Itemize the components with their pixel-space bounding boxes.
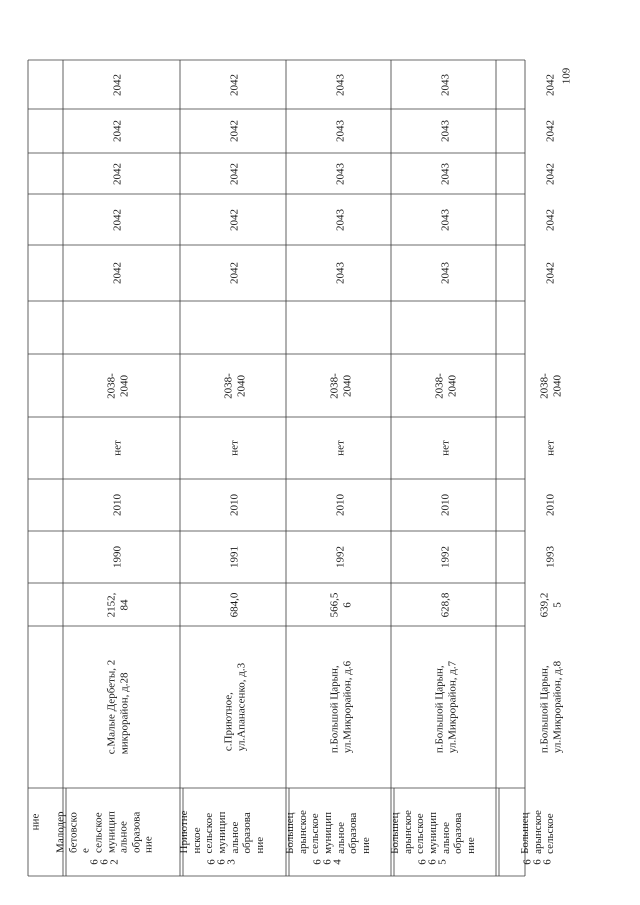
- row-number-digit: 4: [331, 859, 344, 865]
- renovation-year-cell: 2010: [111, 494, 124, 516]
- row-number-digit: 6: [426, 859, 439, 865]
- area-cell: 566,5 6: [328, 592, 353, 618]
- address-cell: с.Приютное, ул.Апанасенко, д.3: [222, 662, 247, 752]
- address-cell: п.Большой Царын, ул.Микрорайон, д.7: [433, 660, 458, 754]
- row-number-digit: 6: [205, 859, 218, 865]
- row-number-digit: 6: [98, 859, 111, 865]
- renovation-year-cell: 2010: [439, 494, 452, 516]
- year-cell: 2042: [111, 74, 124, 96]
- status-cell: нет: [334, 440, 347, 456]
- year-cell: 2042: [111, 262, 124, 284]
- year-cell: 2042: [228, 262, 241, 284]
- row-number-digit: 6: [521, 859, 534, 865]
- year-cell: 2043: [439, 262, 452, 284]
- area-cell: 628,8: [439, 592, 452, 618]
- year-cell: 2042: [544, 120, 557, 142]
- year-cell: 2043: [439, 120, 452, 142]
- year-cell: 2042: [544, 262, 557, 284]
- municipality-cell: Малодер бетовско е сельское муницип альное образова ние: [54, 811, 155, 853]
- built-year-cell: 1992: [439, 546, 452, 568]
- renovation-year-cell: 2010: [228, 494, 241, 516]
- municipality-cell: Большец арынское сельское: [519, 810, 557, 854]
- period-cell: 2038- 2040: [105, 373, 130, 399]
- status-cell: нет: [544, 440, 557, 456]
- year-cell: 2042: [111, 209, 124, 231]
- row-number-digit: 2: [108, 859, 121, 865]
- row-number-digit: 6: [311, 859, 324, 865]
- address-cell: с.Малые Дербеты, 2 микрорайон, д.28: [105, 659, 130, 755]
- renovation-year-cell: 2010: [334, 494, 347, 516]
- row-number-digit: 6: [531, 859, 544, 865]
- address-cell: п.Большой Царын, ул.Микрорайон, д.6: [328, 660, 353, 754]
- row-number-digit: 6: [416, 859, 429, 865]
- status-cell: нет: [439, 440, 452, 456]
- year-cell: 2042: [111, 163, 124, 185]
- built-year-cell: 1992: [334, 546, 347, 568]
- status-cell: нет: [228, 440, 241, 456]
- year-cell: 2043: [334, 120, 347, 142]
- header-fragment: ние: [29, 813, 42, 831]
- area-cell: 639,2 5: [538, 592, 563, 618]
- year-cell: 2043: [334, 209, 347, 231]
- page-number: 109: [560, 67, 573, 85]
- row-number-digit: 6: [321, 859, 334, 865]
- municipality-cell: Большец арынское сельское муницип альное образова ние: [388, 810, 477, 854]
- year-cell: 2043: [334, 262, 347, 284]
- year-cell: 2042: [228, 74, 241, 96]
- year-cell: 2043: [334, 74, 347, 96]
- period-cell: 2038- 2040: [222, 373, 247, 399]
- period-cell: 2038- 2040: [538, 373, 563, 399]
- municipality-cell: Приютне нское сельское муницип альное образова ние: [177, 810, 266, 854]
- row-number-digit: 6: [88, 859, 101, 865]
- year-cell: 2043: [439, 74, 452, 96]
- municipality-cell: Большец арынское сельское муницип альное образова ние: [283, 810, 372, 854]
- row-number-digit: 6: [541, 859, 554, 865]
- built-year-cell: 1991: [228, 546, 241, 568]
- renovation-year-cell: 2010: [544, 494, 557, 516]
- year-cell: 2043: [439, 163, 452, 185]
- status-cell: нет: [111, 440, 124, 456]
- year-cell: 2042: [228, 209, 241, 231]
- row-number-digit: 3: [225, 859, 238, 865]
- built-year-cell: 1993: [544, 546, 557, 568]
- year-cell: 2042: [544, 74, 557, 96]
- year-cell: 2042: [228, 120, 241, 142]
- year-cell: 2042: [544, 209, 557, 231]
- period-cell: 2038- 2040: [328, 373, 353, 399]
- year-cell: 2042: [228, 163, 241, 185]
- area-cell: 2152, 84: [105, 592, 130, 618]
- year-cell: 2043: [439, 209, 452, 231]
- built-year-cell: 1990: [111, 546, 124, 568]
- address-cell: п.Большой Царын, ул.Микрорайон, д.8: [538, 660, 563, 754]
- period-cell: 2038- 2040: [433, 373, 458, 399]
- row-number-digit: 6: [215, 859, 228, 865]
- row-number-digit: 5: [436, 859, 449, 865]
- year-cell: 2043: [334, 163, 347, 185]
- year-cell: 2042: [544, 163, 557, 185]
- area-cell: 684,0: [228, 592, 241, 618]
- year-cell: 2042: [111, 120, 124, 142]
